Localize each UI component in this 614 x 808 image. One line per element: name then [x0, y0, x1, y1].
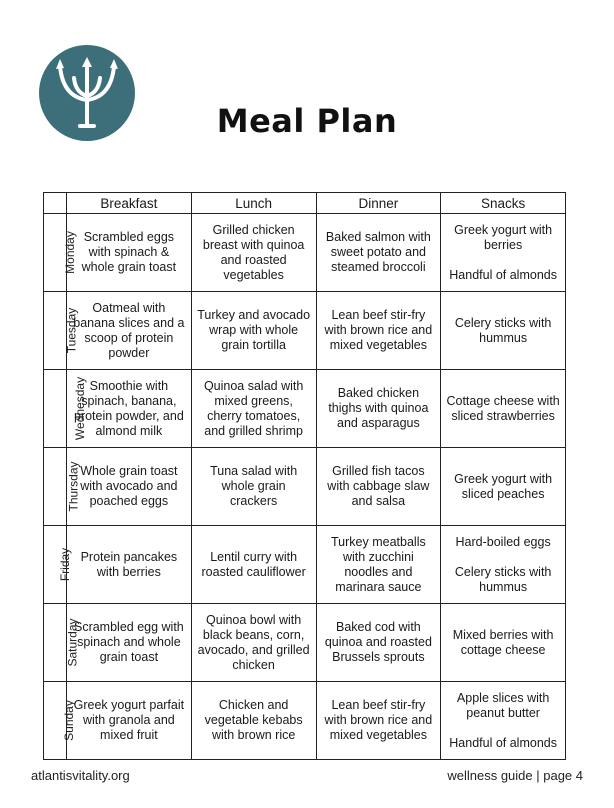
snack-item: Celery sticks with hummus [454, 315, 552, 345]
table-row [44, 604, 566, 682]
dinner-cell: Lean beef stir-fry with brown rice and mixed vegetables [316, 292, 441, 370]
snack-spacer [446, 550, 560, 565]
snacks-cell [441, 448, 566, 526]
day-cell [44, 214, 77, 292]
lunch-cell: Lentil curry with roasted cauliflower [191, 526, 316, 604]
dinner-cell: Baked cod with quinoa and roasted Brussels sprouts [316, 604, 441, 682]
snack-spacer [446, 721, 560, 736]
lunch-cell: Quinoa bowl with black beans, corn, avocado, and grilled chicken [191, 604, 316, 682]
column-header-dinner: Dinner [316, 193, 441, 214]
snacks-cell [441, 292, 566, 370]
snacks-cell [441, 370, 566, 448]
snack-item: Hard-boiled eggs [455, 534, 551, 549]
lunch-cell: Chicken and vegetable kebabs with brown rice [191, 682, 316, 760]
column-header-lunch: Lunch [191, 193, 316, 214]
corner-cell [44, 193, 67, 214]
breakfast-cell: Scrambled eggs with spinach & whole grain toast [67, 214, 192, 292]
day-cell [44, 292, 79, 370]
day-label: Monday [62, 231, 77, 274]
lunch-cell: Quinoa salad with mixed greens, cherry tomatoes, and grilled shrimp [191, 370, 316, 448]
dinner-cell: Baked chicken thighs with quinoa and asparagus [316, 370, 441, 448]
breakfast-cell: Oatmeal with banana slices and a scoop of protein powder [67, 292, 192, 370]
column-header-breakfast: Breakfast [67, 193, 192, 214]
breakfast-cell: Greek yogurt parfait with granola and mixed fruit [67, 682, 192, 760]
snack-item: Apple slices with peanut butter [456, 690, 550, 720]
breakfast-cell: Protein pancakes with berries [67, 526, 192, 604]
breakfast-cell: Smoothie with spinach, banana, protein powder, and almond milk [67, 370, 192, 448]
lunch-cell: Tuna salad with whole grain crackers [191, 448, 316, 526]
lunch-cell: Grilled chicken breast with quinoa and roasted vegetables [191, 214, 316, 292]
footer-website: atlantisvitality.org [31, 768, 130, 783]
snack-item: Handful of almonds [449, 735, 557, 750]
dinner-cell: Lean beef stir-fry with brown rice and mixed vegetables [316, 682, 441, 760]
snack-item: Greek yogurt with berries [454, 222, 553, 252]
day-label: Thursday [66, 461, 81, 512]
breakfast-cell: Whole grain toast with avocado and poached eggs [67, 448, 192, 526]
dinner-cell: Grilled fish tacos with cabbage slaw and salsa [316, 448, 441, 526]
lunch-cell: Turkey and avocado wrap with whole grain tortilla [191, 292, 316, 370]
table-row [44, 682, 566, 760]
day-cell [44, 370, 88, 448]
snacks-cell [441, 604, 566, 682]
dinner-cell: Turkey meatballs with zucchini noodles and marinara sauce [316, 526, 441, 604]
snack-item: Handful of almonds [449, 267, 557, 282]
meal-plan-table [43, 192, 566, 760]
day-cell [44, 448, 81, 526]
snacks-cell [441, 214, 566, 292]
dinner-cell: Baked salmon with sweet potato and steamed broccoli [316, 214, 441, 292]
table-header-row [44, 193, 566, 214]
day-cell [44, 526, 73, 604]
snack-item: Celery sticks with hummus [454, 564, 552, 594]
table-row [44, 292, 566, 370]
snack-item: Mixed berries with cottage cheese [452, 627, 554, 657]
column-header-snacks: Snacks [441, 193, 566, 214]
snacks-cell [441, 526, 566, 604]
table-row [44, 448, 566, 526]
day-cell [44, 604, 80, 682]
day-label: Sunday [61, 700, 76, 741]
day-cell [44, 682, 76, 760]
day-label: Tuesday [64, 307, 79, 354]
day-label: Saturday [65, 618, 80, 667]
day-label: Wednesday [73, 376, 88, 441]
table-row [44, 526, 566, 604]
snack-spacer [446, 253, 560, 268]
table-row [44, 214, 566, 292]
page-title: Meal Plan [216, 102, 398, 140]
snack-item: Greek yogurt with sliced peaches [454, 471, 553, 501]
footer-page-label: wellness guide | page 4 [447, 768, 583, 783]
day-label: Friday [58, 547, 73, 582]
snack-item: Cottage cheese with sliced strawberries [446, 393, 560, 423]
breakfast-cell: Scrambled egg with spinach and whole grain toast [67, 604, 192, 682]
snacks-cell [441, 682, 566, 760]
table-row [44, 370, 566, 448]
